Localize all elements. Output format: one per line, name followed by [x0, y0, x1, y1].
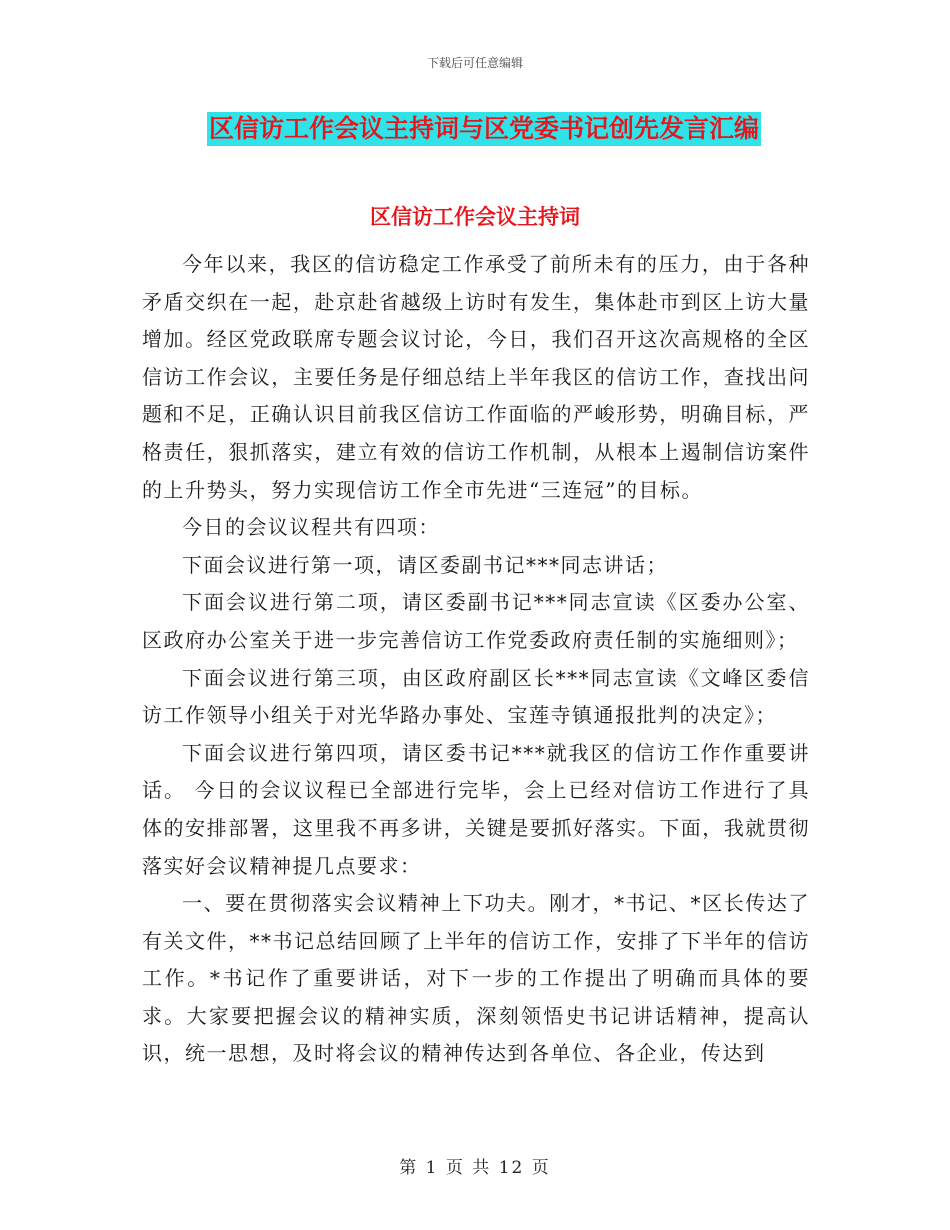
paragraph: 一、要在贯彻落实会议精神上下功夫。刚才，*书记、*区长传达了有关文件，**书记总结回顾了上半年的信访工作，安排了下半年的信访工作。*书记作了重要讲话，对下一步的工作提出了明确而具体的要求。大家要把握会议的精神实质，深刻领悟史书记讲话精神，提高认识，统一思想，及时将会议的精神传达到各单位、各企业，传达到 [142, 891, 810, 1066]
header-note: 下载后可任意编辑 [426, 56, 523, 70]
document-title: 区信访工作会议主持词与区党委书记创先发言汇编 [207, 112, 761, 146]
section-title: 区信访工作会议主持词 [370, 205, 580, 229]
paragraph: 今日的会议议程共有四项： [182, 515, 440, 540]
paragraph: 下面会议进行第二项，请区委副书记***同志宣读《区委办公室、区政府办公室关于进一步完善信访工作党委政府责任制的实施细则》； [142, 590, 810, 652]
paragraph: 下面会议进行第三项，由区政府副区长***同志宣读《文峰区委信访工作领导小组关于对光华路办事处、宝莲寺镇通报批判的决定》； [142, 665, 810, 728]
body-text [142, 246, 810, 1073]
paragraph: 下面会议进行第四项，请区委书记***就我区的信访工作作重要讲话。 今日的会议议程已全部进行完毕，会上已经对信访工作进行了具体的安排部署，这里我不再多讲，关键是要抓好落实。下面，我就贯彻落实好会议精神提几点要求： [142, 740, 810, 878]
paragraph: 今年以来，我区的信访稳定工作承受了前所未有的压力，由于各种矛盾交织在一起，赴京赴省越级上访时有发生，集体赴市到区上访大量增加。经区党政联席专题会议讨论，今日，我们召开这次高规格的全区信访工作会议，主要任务是仔细总结上半年我区的信访工作，查找出问题和不足，正确认识目前我区信访工作面临的严峻形势，明确目标，严格责任，狠抓落实，建立有效的信访工作机制，从根本上遏制信访案件的上升势头，努力实现信访工作全市先进“三连冠”的目标。 [142, 252, 810, 502]
page-number-footer: 第 1 页 共 12 页 [399, 1158, 551, 1178]
paragraph: 下面会议进行第一项，请区委副书记***同志讲话； [182, 552, 668, 577]
